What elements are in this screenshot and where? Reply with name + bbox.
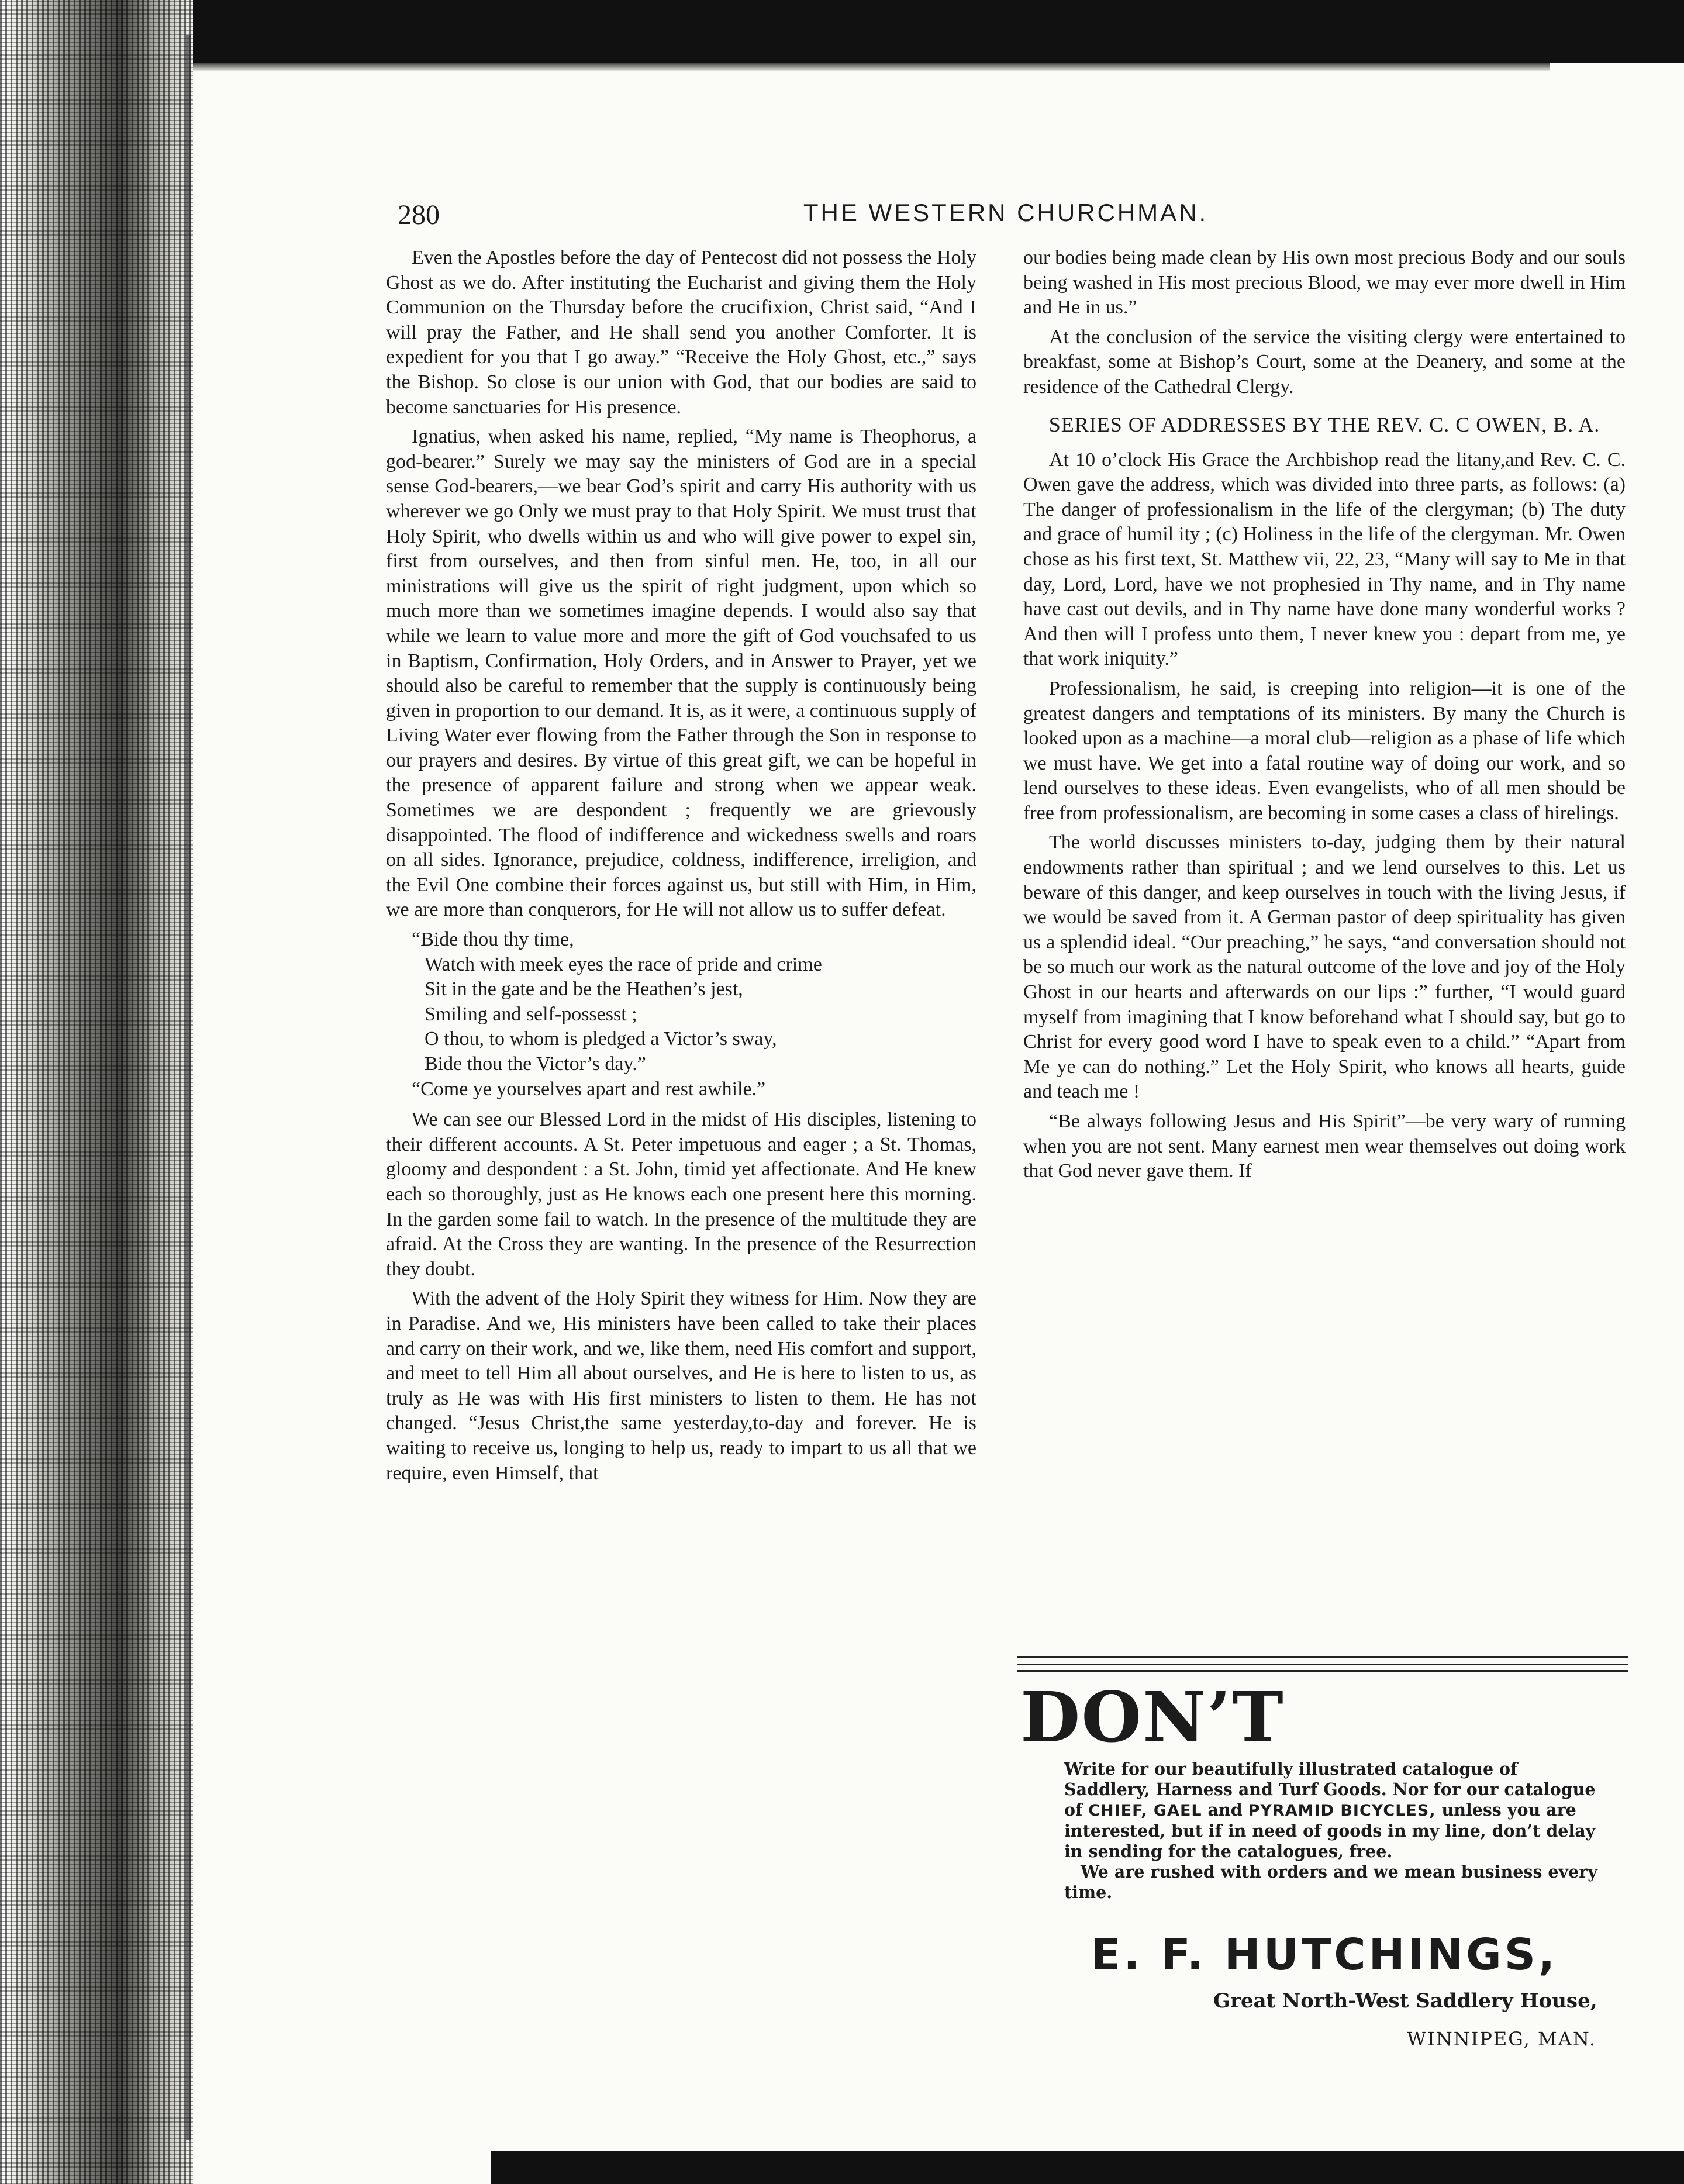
ad-text: and [1207,1800,1243,1820]
paragraph: Ignatius, when asked his name, replied, “My name is Theophorus, a god-bearer.” Surely we may say the ministers of God are in a special sense God-bearers,—we bear God’s spirit and carry His authority with us wherever we go Only we must pray to that Holy Spirit. We must trust that Holy Spirit, who dwells within us and who will give power to expel sin, first from ourselves, and then from sinful men. He, too, in all our ministrations will give us the spirit of right judgment, upon which so much more than we sometimes imagine depends. I would also say that while we learn to value more and more the gift of God vouchsafed to us in Baptism, Confirmation, Holy Orders, and in Answer to Prayer, yet we should also be careful to remember that the supply is continuously being given in proportion to our demand. It is, as it were, a continuous supply of Living Water ever flowing from the Father through the Son in response to our prayers and desires. By virtue of this great gift, we can be hopeful in the presence of apparent failure and strong when we appear weak. Sometimes we are despondent ; frequently we are grievously disappointed. The flood of indifference and wickedness swells and roars on all sides. Ignorance, prejudice, coldness, indifference, irreligion, and the Evil One combine their forces against us, but still with Him, in Him, we are more than conquerors, for He will not allow us to suffer defeat. [386,426,976,921]
ad-city: WINNIPEG, MAN. [1407,2028,1596,2050]
poem-line: Smiling and self-possesst ; [425,1003,637,1025]
poem-line: “Bide thou thy time, [412,929,574,951]
left-column [386,246,976,2134]
ad-brand: PYRAMID BICYCLES, [1248,1802,1436,1820]
ad-headline: DON’T [1020,1676,1285,1758]
scan-top-border-fade [193,63,1550,71]
ad-text: unless you are interested, but if in need of goods in my line, don’t delay in sending for the catalogues, free. [1064,1800,1596,1861]
ad-text: We are rushed with orders and we mean business every time. [1064,1862,1597,1902]
section-heading: SERIES OF ADDRESSES BY THE REV. C. C OWEN, B. A. [1048,412,1600,436]
advertisement [1020,1676,1628,2059]
ad-divider-rule [1017,1656,1628,1658]
paragraph: At the conclusion of the service the visiting clergy were entertained to breakfast, some at Bishop’s Court, some at the Deanery, and some at the residence of the Cathedral Clergy. [1023,326,1626,398]
right-column [1023,246,1626,1643]
poem-line: Sit in the gate and be the Heathen’s jest, [425,978,743,1000]
scripture-quote: “Come ye yourselves apart and rest awhile.” [412,1078,766,1100]
ad-firm-name: E. F. HUTCHINGS, [1091,1930,1558,1980]
binding-edge [186,35,191,2140]
ad-text: Write for our beautifully illustrated catalogue of Saddlery, Harness and Turf Goods. Nor for our catalogue of [1064,1759,1596,1820]
running-title: THE WESTERN CHURCHMAN. [803,199,1209,226]
ad-business-name: Great North-West Saddlery House, [1213,1989,1597,2013]
paragraph: We can see our Blessed Lord in the midst of His disciples, listening to their different accounts. A St. Peter impetuous and eager ; a St. Thomas, gloomy and despondent : a St. John, timid yet affectionate. And He knew each so thoroughly, just as He knows each one present here this morning. In the garden some fail to watch. In the presence of the multitude they are afraid. At the Cross they are wanting. In the presence of the Resurrection they doubt. [386,1109,976,1280]
paragraph: The world discusses ministers to-day, judging them by their natural endowments rather than spiritual ; and we lend ourselves to this. Let us beware of this danger, and keep ourselves in touch with the living Jesus, if we would be saved from it. A German pastor of deep spirituality has given us a splendid ideal. “Our preaching,” he says, “and conversation should not be so much our work as the natural outcome of the love and joy of the Holy Ghost in our hearts and afterwards on our lips :” further, “I would guard myself from imagining that I know beforehand what I should say, but go to Christ for every good word I have to speak even to a child.” “Apart from Me ye can do nothing.” Let the Holy Spirit, who knows all hearts, guide and teach me ! [1023,831,1626,1103]
scan-bottom-border [491,2151,1684,2184]
page-header [398,193,1614,240]
paragraph: At 10 o’clock His Grace the Archbishop read the litany,and Rev. C. C. Owen gave the address, which was divided into three parts, as follows: (a) The danger of professionalism in the life of the clergyman; (b) The duty and grace of humil ity ; (c) Holiness in the life of the clergyman. Mr. Owen chose as his first text, St. Matthew vii, 22, 23, “Many will say to Me in that day, Lord, Lord, have we not prophesied in Thy name, and in Thy name have cast out devils, and in Thy name have done many wonderful works ? And then will I profess unto them, I never knew you : depart from me, ye that work iniquity.” [1023,448,1626,670]
page-number: 280 [398,199,440,230]
paragraph: Professionalism, he said, is creeping into religion—it is one of the greatest dangers and temptations of its ministers. By many the Church is looked upon as a machine—a moral club—religion as a phase of life which we must have. We get into a fatal routine way of doing our work, and so lend ourselves to these ideas. Even evangelists, who of all men should be free from professionalism, are becoming in some cases a class of hirelings. [1023,677,1626,824]
poem-line: Bide thou the Victor’s day.” [425,1053,646,1075]
paragraph: “Be always following Jesus and His Spirit”—be very wary of running when you are not sent. Many earnest men wear themselves out doing work that God never gave them. If [1023,1110,1626,1182]
poem [412,927,976,1102]
ad-divider-rule [1017,1670,1628,1672]
ad-divider-rule [1017,1664,1628,1665]
scan-top-border [193,0,1684,63]
paragraph: Even the Apostles before the day of Pentecost did not possess the Holy Ghost as we do. After instituting the Eucharist and giving them the Holy Communion on the Thursday before the crucifixion, Christ said, “And I will pray the Father, and He shall send you another Comforter. It is expedient for you that I go away.” “Receive the Holy Ghost, etc.,” says the Bishop. So close is our union with God, that our bodies are said to become sanctuaries for His presence. [386,247,976,418]
poem-line: O thou, to whom is pledged a Victor’s sway, [425,1028,777,1050]
paragraph: With the advent of the Holy Spirit they witness for Him. Now they are in Paradise. And we, His ministers have been called to take their places and carry on their work, and we, like them, need His comfort and support, and meet to tell Him all about ourselves, and He is here to listen to us, as truly as He was with His first ministers to listen to them. He has not changed. “Jesus Christ,the same yesterday,to-day and forever. He is waiting to receive us, longing to help us, ready to impart to us all that we require, even Himself, that [386,1288,976,1484]
book-spine-shadow [0,0,193,2184]
ad-body [1064,1759,1608,1903]
ad-brand: CHIEF, GAEL [1088,1802,1202,1820]
poem-line: Watch with meek eyes the race of pride and crime [425,953,822,975]
paragraph: our bodies being made clean by His own most precious Body and our souls being washed in His most precious Blood, we may ever more dwell in Him and He in us.” [1023,247,1626,319]
